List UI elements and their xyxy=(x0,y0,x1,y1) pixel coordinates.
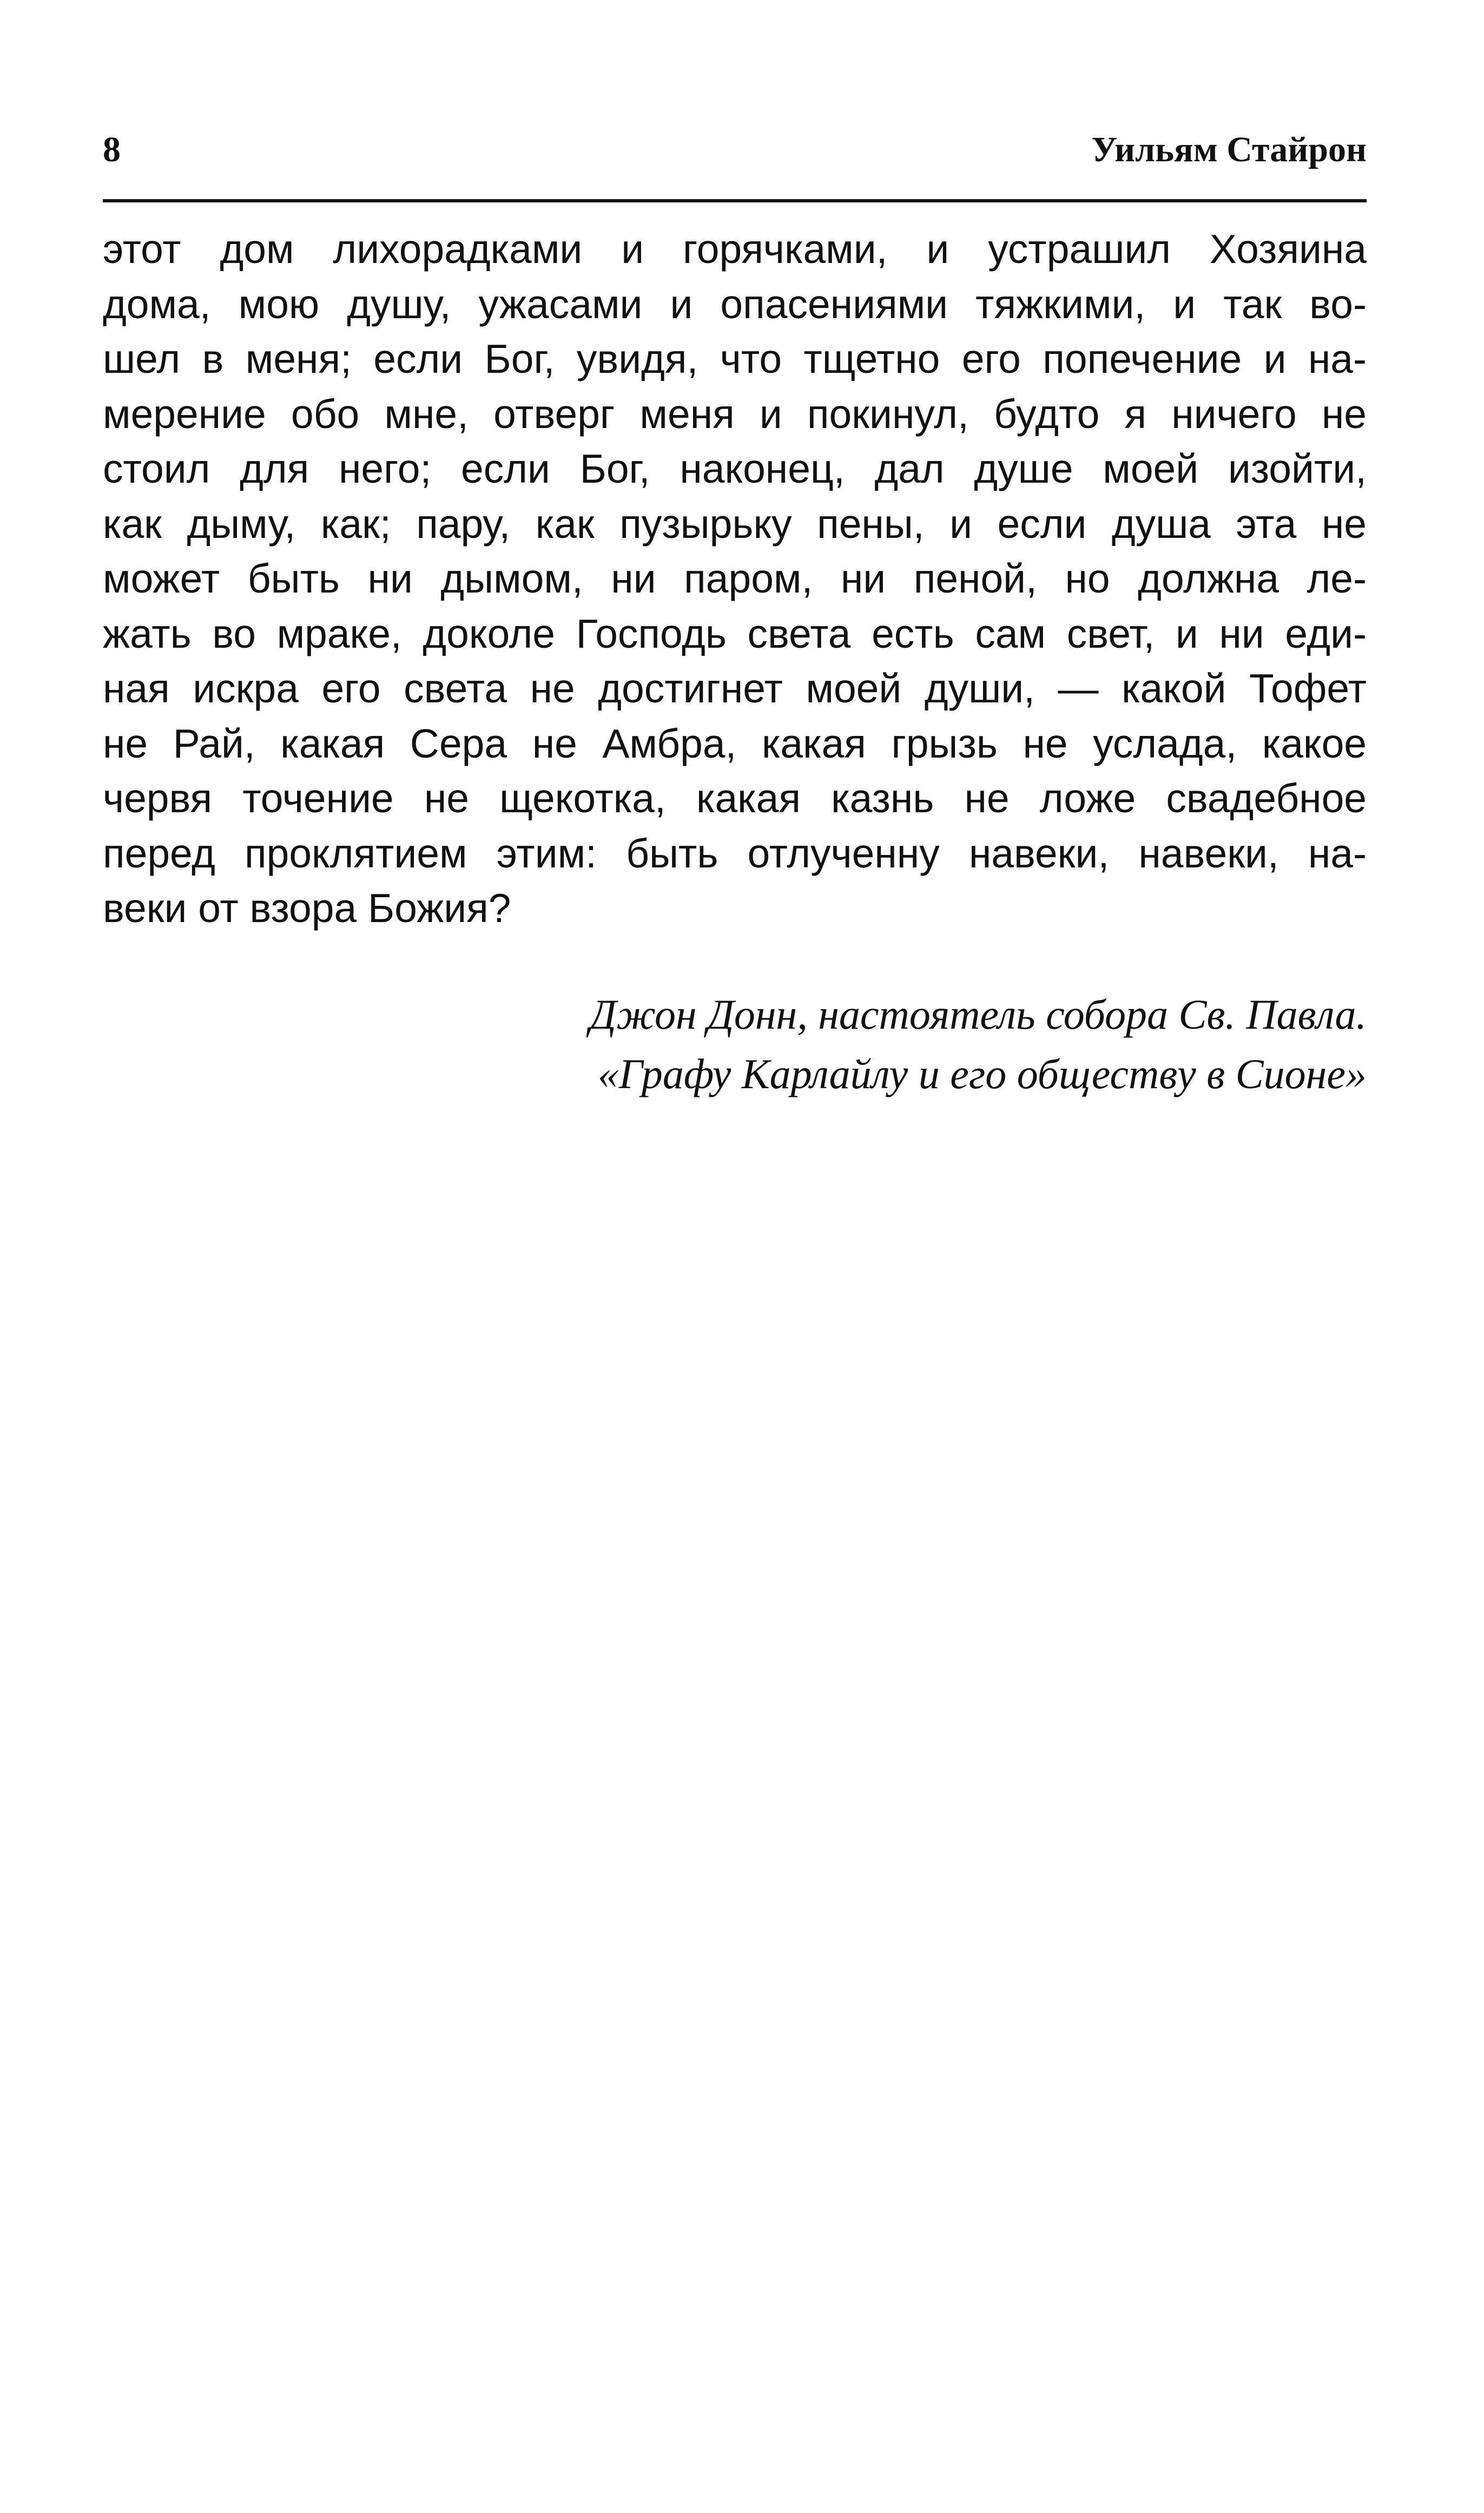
text-line: мерение обо мне, отверг меня и покинул, будто я ничего не xyxy=(103,391,1367,437)
header-rule xyxy=(103,199,1367,202)
text-line: ная искра его света не достигнет моей души, — какой Тофет xyxy=(103,666,1367,711)
running-head xyxy=(103,126,1367,174)
text-line: червя точение не щекотка, какая казнь не ложе свадебное xyxy=(103,775,1367,821)
page-number: 8 xyxy=(103,130,121,169)
text-line: может быть ни дымом, ни паром, ни пеной, но должна ле- xyxy=(103,556,1367,601)
text-line: шел в меня; если Бог, увидя, что тщетно его попечение и на- xyxy=(103,336,1367,381)
text-line: веки от взора Божия? xyxy=(103,885,511,931)
text-line: как дыму, как; пару, как пузырьку пены, и если душа эта не xyxy=(103,501,1367,547)
running-title: Уильям Стайрон xyxy=(1091,130,1367,169)
attribution-source: «Графу Карлайлу и его обществу в Сионе» xyxy=(597,1050,1367,1097)
text-line: не Рай, какая Сера не Амбра, какая грызь не услада, какое xyxy=(103,720,1367,766)
text-line: стоил для него; если Бог, наконец, дал душе моей изойти, xyxy=(103,446,1367,491)
text-line: дома, мою душу, ужасами и опасениями тяжкими, и так во- xyxy=(103,281,1367,327)
text-line: жать во мраке, доколе Господь света есть сам свет, и ни еди- xyxy=(103,610,1367,656)
text-line: перед проклятием этим: быть отлученну навеки, навеки, на- xyxy=(103,830,1367,876)
epigraph-text xyxy=(103,222,1367,936)
epigraph-attribution xyxy=(103,985,1367,1104)
text-line: этот дом лихорадками и горячками, и устрашил Хозяина xyxy=(103,226,1367,272)
attribution-author: Джон Донн, настоятель собора Св. Павла. xyxy=(589,991,1367,1038)
